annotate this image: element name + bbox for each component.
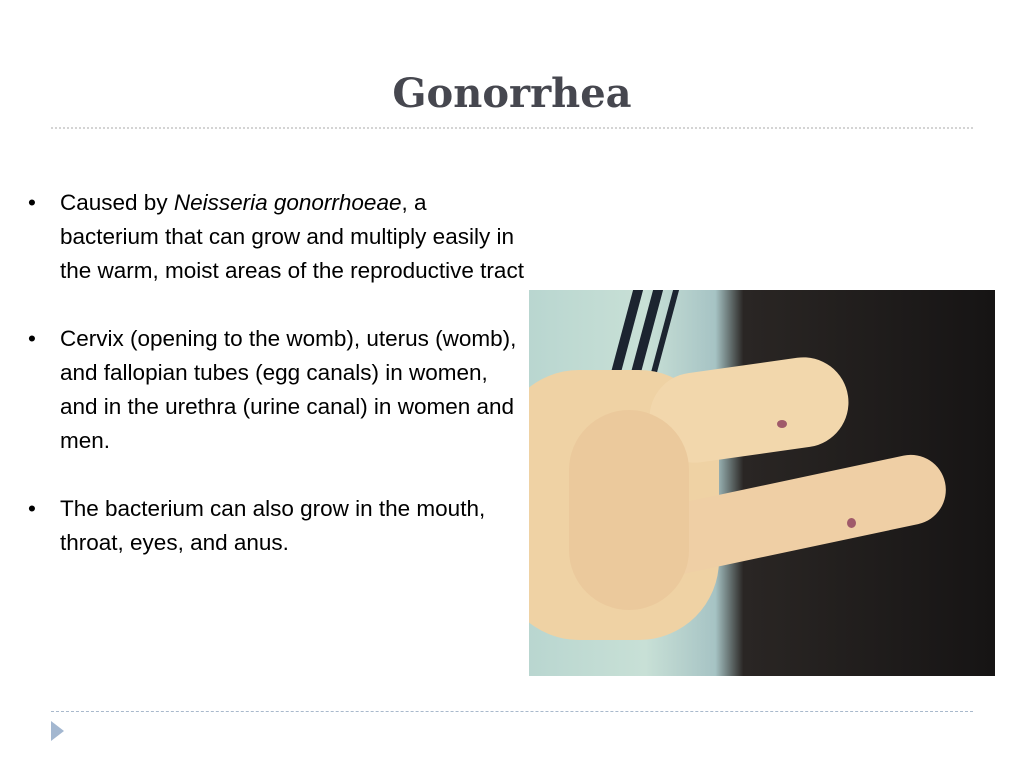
play-arrow-icon bbox=[51, 721, 64, 741]
bullet-item: • Caused by Neisseria gonorrhoeae, a bacterium that can grow and multiply easily in the warm, moist areas of the reproductive tract bbox=[28, 186, 528, 288]
bullet-list bbox=[28, 186, 528, 594]
slide-title: Gonorrhea bbox=[392, 70, 632, 117]
bullet-icon: • bbox=[28, 326, 36, 351]
bullet-icon: • bbox=[28, 496, 36, 521]
bullet-icon: • bbox=[28, 190, 36, 215]
bullet-item: • Cervix (opening to the womb), uterus (womb), and fallopian tubes (egg canals) in women, and in the urethra (urine canal) in women and men. bbox=[28, 322, 528, 458]
bullet-item: • The bacterium can also grow in the mouth, throat, eyes, and anus. bbox=[28, 492, 528, 560]
title-divider bbox=[51, 127, 973, 129]
hand-lesion-photo bbox=[529, 290, 995, 676]
footer-divider bbox=[51, 711, 973, 712]
